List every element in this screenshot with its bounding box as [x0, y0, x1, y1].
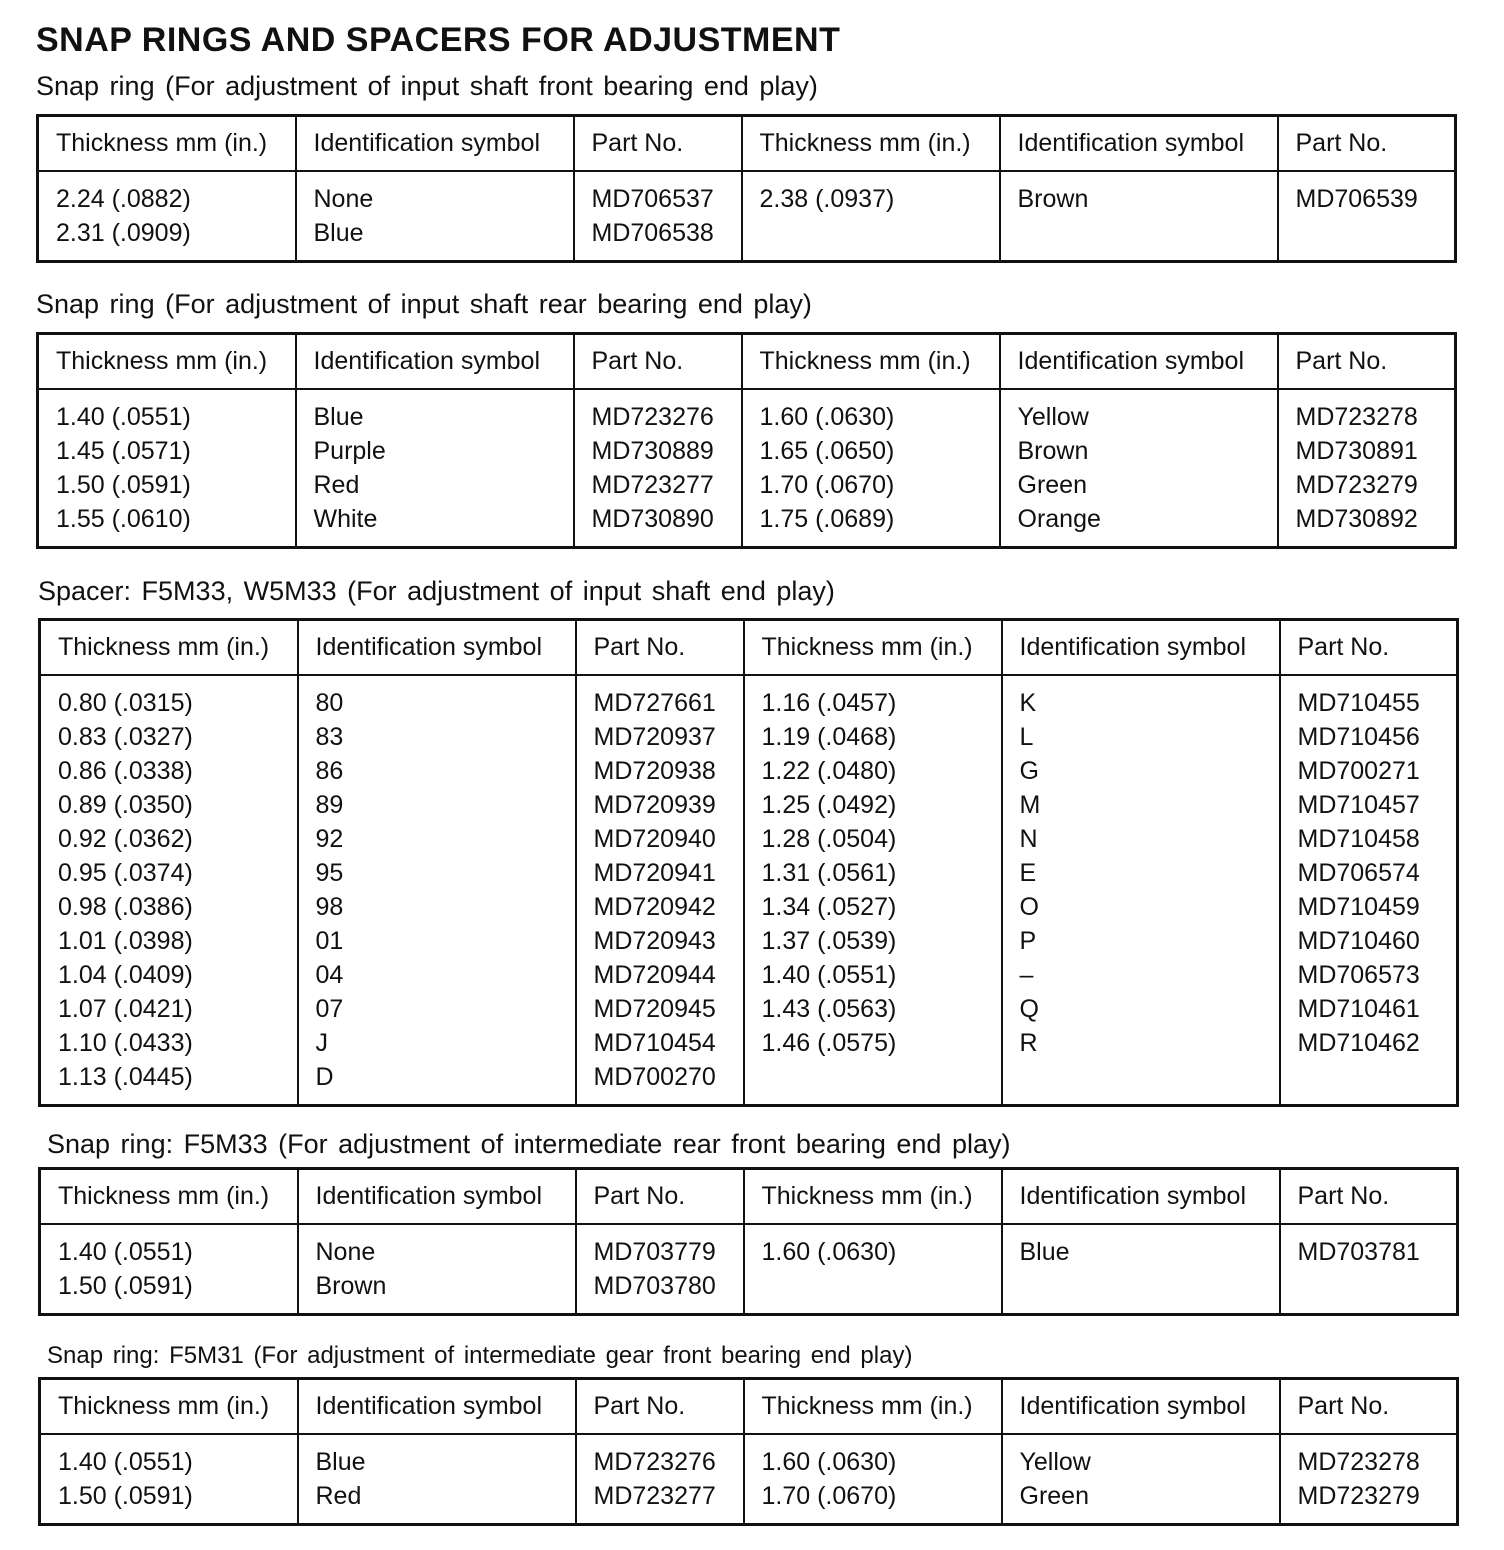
cell-value: MD710462 — [1297, 1029, 1420, 1057]
cell-value: 1.40 (.0551) — [58, 1238, 193, 1266]
cell-value: Blue — [1019, 1238, 1070, 1266]
cell-value: D — [315, 1063, 334, 1091]
cell-value: 0.89 (.0350) — [58, 791, 193, 819]
cell-value: 1.46 (.0575) — [761, 1029, 897, 1057]
cell-value: 92 — [315, 825, 344, 853]
cell-part-no — [1278, 171, 1456, 262]
cell-value: MD706537 — [591, 185, 714, 213]
cell-value: 0.80 (.0315) — [58, 689, 193, 717]
cell-identification-symbol — [298, 1224, 576, 1315]
column-header-identification-symbol: Identification symbol — [1002, 1379, 1280, 1435]
cell-value: 2.24 (.0882) — [56, 185, 191, 213]
cell-value: 01 — [315, 927, 344, 955]
cell-value: MD720937 — [593, 723, 716, 751]
column-header-thickness: Thickness mm (in.) — [744, 1169, 1002, 1225]
cell-value: Green — [1017, 471, 1087, 499]
table-caption: Snap ring: F5M31 (For adjustment of intermediate gear front bearing end play) — [47, 1342, 913, 1369]
cell-value: 1.70 (.0670) — [759, 471, 895, 499]
cell-identification-symbol — [296, 171, 574, 262]
column-header-thickness: Thickness mm (in.) — [40, 1379, 298, 1435]
column-header-identification-symbol: Identification symbol — [1000, 116, 1278, 172]
cell-value: MD723278 — [1295, 403, 1418, 431]
cell-value: MD710461 — [1297, 995, 1420, 1023]
cell-value: Purple — [313, 437, 386, 465]
cell-value: Yellow — [1017, 403, 1089, 431]
cell-part-no — [1280, 1224, 1458, 1315]
column-header-identification-symbol: Identification symbol — [298, 620, 576, 676]
cell-value: Brown — [315, 1272, 387, 1300]
cell-identification-symbol — [1002, 1224, 1280, 1315]
cell-part-no — [1278, 389, 1456, 548]
cell-value: MD723279 — [1297, 1482, 1420, 1510]
spec-table — [36, 332, 1457, 549]
cell-value: MD706538 — [591, 219, 714, 247]
cell-value: Green — [1019, 1482, 1089, 1510]
cell-value: 04 — [315, 961, 344, 989]
table-row — [38, 389, 1456, 548]
cell-identification-symbol — [296, 389, 574, 548]
column-header-thickness: Thickness mm (in.) — [744, 620, 1002, 676]
cell-value: MD723277 — [593, 1482, 716, 1510]
cell-value: J — [315, 1029, 328, 1057]
cell-value: R — [1019, 1029, 1038, 1057]
spec-table — [36, 114, 1457, 263]
cell-thickness — [744, 675, 1002, 1106]
cell-value: MD710454 — [593, 1029, 716, 1057]
cell-value: 0.83 (.0327) — [58, 723, 193, 751]
cell-thickness — [742, 389, 1000, 548]
cell-part-no — [574, 171, 742, 262]
cell-value: Brown — [1017, 437, 1089, 465]
cell-thickness — [742, 171, 1000, 262]
cell-thickness — [38, 171, 296, 262]
cell-value: 1.50 (.0591) — [58, 1482, 193, 1510]
cell-value: MD730891 — [1295, 437, 1418, 465]
header-row — [40, 1379, 1458, 1435]
column-header-part-no: Part No. — [576, 1379, 744, 1435]
cell-value: 1.50 (.0591) — [58, 1272, 193, 1300]
cell-thickness — [38, 389, 296, 548]
cell-value: 0.98 (.0386) — [58, 893, 193, 921]
page-title: SNAP RINGS AND SPACERS FOR ADJUSTMENT — [36, 21, 841, 59]
cell-value: 1.40 (.0551) — [761, 961, 897, 989]
column-header-part-no: Part No. — [1278, 334, 1456, 390]
cell-value: 1.28 (.0504) — [761, 825, 897, 853]
column-header-identification-symbol: Identification symbol — [298, 1379, 576, 1435]
cell-identification-symbol — [1000, 389, 1278, 548]
cell-value: 1.60 (.0630) — [759, 403, 895, 431]
cell-value: MD706539 — [1295, 185, 1418, 213]
cell-value: MD723276 — [591, 403, 714, 431]
cell-value: MD723277 — [591, 471, 714, 499]
cell-value: P — [1019, 927, 1037, 955]
cell-value: 95 — [315, 859, 344, 887]
cell-value: MD720940 — [593, 825, 716, 853]
cell-value: 1.22 (.0480) — [761, 757, 897, 785]
spec-table — [38, 1377, 1459, 1526]
column-header-identification-symbol: Identification symbol — [1002, 1169, 1280, 1225]
column-header-part-no: Part No. — [574, 334, 742, 390]
column-header-thickness: Thickness mm (in.) — [38, 334, 296, 390]
column-header-part-no: Part No. — [574, 116, 742, 172]
cell-value: Orange — [1017, 505, 1101, 533]
cell-value: MD730892 — [1295, 505, 1418, 533]
column-header-identification-symbol: Identification symbol — [296, 334, 574, 390]
cell-value: MD700270 — [593, 1063, 716, 1091]
cell-identification-symbol — [298, 675, 576, 1106]
cell-value: 1.55 (.0610) — [56, 505, 191, 533]
cell-value: 1.40 (.0551) — [58, 1448, 193, 1476]
table-row — [40, 1224, 1458, 1315]
cell-thickness — [744, 1434, 1002, 1525]
column-header-thickness: Thickness mm (in.) — [40, 1169, 298, 1225]
cell-value: 0.95 (.0374) — [58, 859, 193, 887]
table-row — [40, 1434, 1458, 1525]
cell-thickness — [40, 1434, 298, 1525]
cell-value: 1.01 (.0398) — [58, 927, 193, 955]
cell-value: 07 — [315, 995, 344, 1023]
cell-value: O — [1019, 893, 1039, 921]
cell-value: MD720941 — [593, 859, 716, 887]
cell-value: MD720939 — [593, 791, 716, 819]
cell-value: 98 — [315, 893, 344, 921]
cell-value: 2.31 (.0909) — [56, 219, 191, 247]
cell-value: MD720944 — [593, 961, 716, 989]
cell-value: MD703781 — [1297, 1238, 1420, 1266]
cell-value: 89 — [315, 791, 344, 819]
cell-value: 1.07 (.0421) — [58, 995, 193, 1023]
header-row — [38, 116, 1456, 172]
cell-value: 1.16 (.0457) — [761, 689, 897, 717]
cell-value: Yellow — [1019, 1448, 1091, 1476]
column-header-part-no: Part No. — [1280, 620, 1458, 676]
cell-value: 1.40 (.0551) — [56, 403, 191, 431]
table-row — [38, 171, 1456, 262]
cell-value: MD710457 — [1297, 791, 1420, 819]
cell-identification-symbol — [1000, 171, 1278, 262]
column-header-identification-symbol: Identification symbol — [296, 116, 574, 172]
table-caption: Snap ring (For adjustment of input shaft front bearing end play) — [36, 71, 818, 101]
cell-value: 1.10 (.0433) — [58, 1029, 193, 1057]
cell-value: 1.75 (.0689) — [759, 505, 895, 533]
cell-value: 2.38 (.0937) — [759, 185, 895, 213]
cell-value: Q — [1019, 995, 1039, 1023]
cell-value: 1.70 (.0670) — [761, 1482, 897, 1510]
table-caption: Snap ring (For adjustment of input shaft rear bearing end play) — [36, 289, 812, 319]
spec-table — [38, 1167, 1459, 1316]
column-header-part-no: Part No. — [576, 620, 744, 676]
cell-value: MD706574 — [1297, 859, 1420, 887]
spec-table — [38, 618, 1459, 1107]
cell-value: MD730889 — [591, 437, 714, 465]
column-header-identification-symbol: Identification symbol — [1000, 334, 1278, 390]
cell-value: MD720943 — [593, 927, 716, 955]
cell-part-no — [1280, 1434, 1458, 1525]
header-row — [38, 334, 1456, 390]
cell-value: 1.43 (.0563) — [761, 995, 897, 1023]
cell-thickness — [40, 1224, 298, 1315]
table-row — [40, 675, 1458, 1106]
cell-value: 1.34 (.0527) — [761, 893, 897, 921]
cell-value: 1.31 (.0561) — [761, 859, 897, 887]
cell-value: 1.25 (.0492) — [761, 791, 897, 819]
column-header-thickness: Thickness mm (in.) — [742, 116, 1000, 172]
cell-value: 1.60 (.0630) — [761, 1448, 897, 1476]
cell-value: 1.50 (.0591) — [56, 471, 191, 499]
cell-value: MD720938 — [593, 757, 716, 785]
cell-value: Blue — [313, 403, 364, 431]
header-row — [40, 620, 1458, 676]
cell-value: MD703780 — [593, 1272, 716, 1300]
table-caption: Snap ring: F5M33 (For adjustment of intermediate rear front bearing end play) — [47, 1129, 1011, 1159]
cell-value: MD730890 — [591, 505, 714, 533]
cell-value: MD723279 — [1295, 471, 1418, 499]
table-caption: Spacer: F5M33, W5M33 (For adjustment of input shaft end play) — [38, 576, 835, 606]
cell-value: MD720942 — [593, 893, 716, 921]
cell-value: N — [1019, 825, 1038, 853]
cell-part-no — [576, 675, 744, 1106]
cell-value: 86 — [315, 757, 344, 785]
cell-value: G — [1019, 757, 1039, 785]
cell-value: MD710458 — [1297, 825, 1420, 853]
cell-value: 1.37 (.0539) — [761, 927, 897, 955]
cell-value: None — [315, 1238, 376, 1266]
column-header-thickness: Thickness mm (in.) — [742, 334, 1000, 390]
column-header-identification-symbol: Identification symbol — [298, 1169, 576, 1225]
cell-value: 1.60 (.0630) — [761, 1238, 897, 1266]
cell-value: 83 — [315, 723, 344, 751]
cell-value: 1.19 (.0468) — [761, 723, 897, 751]
cell-value: Blue — [313, 219, 364, 247]
column-header-identification-symbol: Identification symbol — [1002, 620, 1280, 676]
cell-value: MD727661 — [593, 689, 716, 717]
header-row — [40, 1169, 1458, 1225]
cell-value: MD723276 — [593, 1448, 716, 1476]
cell-value: L — [1019, 723, 1034, 751]
cell-value: K — [1019, 689, 1037, 717]
cell-value: MD710460 — [1297, 927, 1420, 955]
cell-part-no — [576, 1434, 744, 1525]
cell-value: 1.65 (.0650) — [759, 437, 895, 465]
cell-identification-symbol — [298, 1434, 576, 1525]
cell-thickness — [40, 675, 298, 1106]
cell-value: MD710456 — [1297, 723, 1420, 751]
column-header-part-no: Part No. — [1280, 1169, 1458, 1225]
column-header-thickness: Thickness mm (in.) — [40, 620, 298, 676]
cell-value: MD720945 — [593, 995, 716, 1023]
column-header-thickness: Thickness mm (in.) — [38, 116, 296, 172]
column-header-thickness: Thickness mm (in.) — [744, 1379, 1002, 1435]
cell-value: MD706573 — [1297, 961, 1420, 989]
cell-part-no — [1280, 675, 1458, 1106]
cell-value: MD723278 — [1297, 1448, 1420, 1476]
cell-value: 1.45 (.0571) — [56, 437, 191, 465]
cell-value: 0.86 (.0338) — [58, 757, 193, 785]
cell-value: Blue — [315, 1448, 366, 1476]
cell-value: 1.04 (.0409) — [58, 961, 193, 989]
cell-value: None — [313, 185, 374, 213]
cell-value: 0.92 (.0362) — [58, 825, 193, 853]
column-header-part-no: Part No. — [1278, 116, 1456, 172]
cell-value: 80 — [315, 689, 344, 717]
cell-thickness — [744, 1224, 1002, 1315]
cell-value: – — [1019, 961, 1034, 989]
cell-value: MD710455 — [1297, 689, 1420, 717]
cell-value: Red — [315, 1482, 362, 1510]
cell-part-no — [576, 1224, 744, 1315]
cell-identification-symbol — [1002, 675, 1280, 1106]
cell-value: E — [1019, 859, 1037, 887]
cell-value: Brown — [1017, 185, 1089, 213]
cell-part-no — [574, 389, 742, 548]
cell-value: M — [1019, 791, 1041, 819]
column-header-part-no: Part No. — [1280, 1379, 1458, 1435]
cell-value: White — [313, 505, 378, 533]
column-header-part-no: Part No. — [576, 1169, 744, 1225]
cell-value: 1.13 (.0445) — [58, 1063, 193, 1091]
cell-identification-symbol — [1002, 1434, 1280, 1525]
cell-value: MD710459 — [1297, 893, 1420, 921]
cell-value: Red — [313, 471, 360, 499]
cell-value: MD703779 — [593, 1238, 716, 1266]
cell-value: MD700271 — [1297, 757, 1420, 785]
